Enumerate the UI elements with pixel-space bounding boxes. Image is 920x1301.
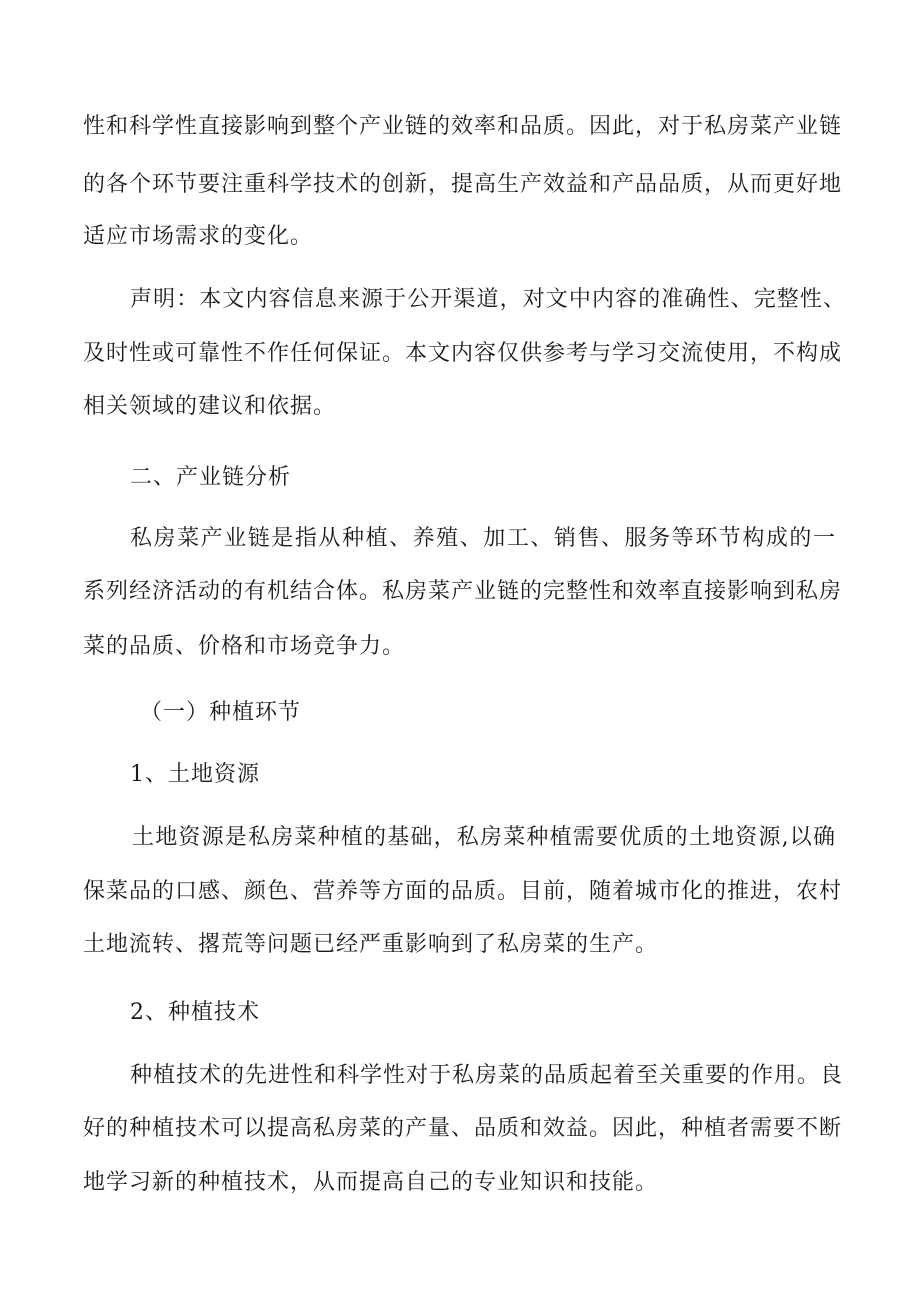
text-line: 菜的品质、价格和市场竞争力。 <box>83 634 406 659</box>
text-line: 及时性或可靠性不作任何保证。本文内容仅供参考与学习交流使用，不构成 <box>83 341 843 366</box>
item1-heading: 1、土地资源 <box>130 762 260 787</box>
text-line: 好的种植技术可以提高私房菜的产量、品质和效益。因此，种植者需要不断 <box>83 1116 843 1141</box>
text-line: 私房菜产业链是指从种植、养殖、加工、销售、服务等环节构成的一 <box>130 526 836 551</box>
subsection-heading: （一）种植环节 <box>140 700 302 725</box>
text-line: 保菜品的口感、颜色、营养等方面的品质。目前，随着城市化的推进，农村 <box>83 879 843 904</box>
text-line: 性和科学性直接影响到整个产业链的效率和品质。因此，对于私房菜产业链 <box>83 114 843 139</box>
text-line: 的各个环节要注重科学技术的创新，提高生产效益和产品品质，从而更好地 <box>83 172 843 197</box>
item2-heading: 2、种植技术 <box>130 1000 260 1025</box>
text-line: 声明：本文内容信息来源于公开渠道，对文中内容的准确性、完整性、 <box>130 287 846 312</box>
section-heading: 二、产业链分析 <box>130 465 292 490</box>
text-line: 土地流转、撂荒等问题已经严重影响到了私房菜的生产。 <box>83 932 659 957</box>
text-line: 适应市场需求的变化。 <box>83 224 314 249</box>
text-line: 土地资源是私房菜种植的基础，私房菜种植需要优质的土地资源,以确 <box>132 825 836 850</box>
text-line: 种植技术的先进性和科学性对于私房菜的品质起着至关重要的作用。良 <box>130 1063 844 1088</box>
text-line: 系列经济活动的有机结合体。私房菜产业链的完整性和效率直接影响到私房 <box>83 579 843 604</box>
text-line: 相关领域的建议和依据。 <box>83 394 337 419</box>
text-line: 地学习新的种植技术，从而提高自己的专业知识和技能。 <box>83 1170 659 1195</box>
